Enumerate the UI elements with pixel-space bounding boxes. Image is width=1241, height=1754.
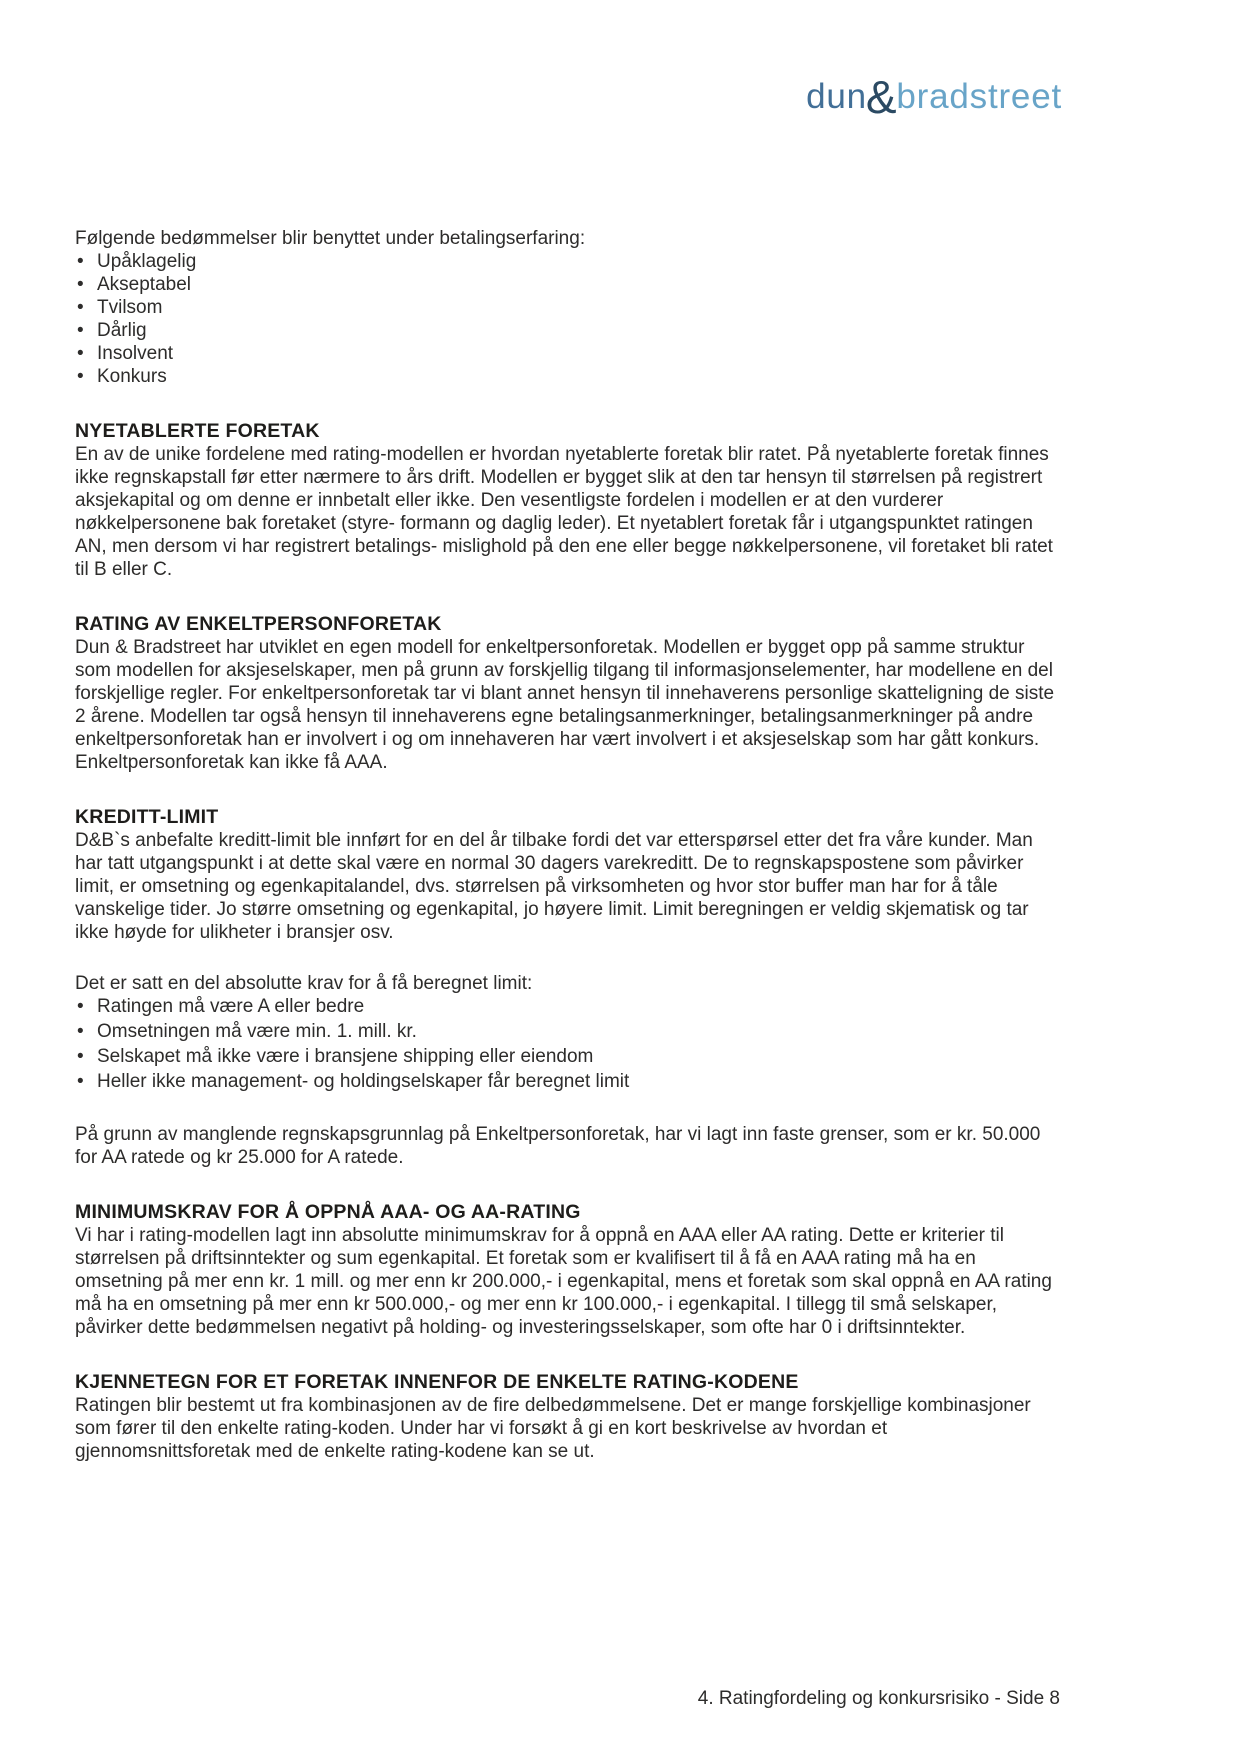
kreditt-closing-paragraph: På grunn av manglende regnskapsgrunnlag på Enkeltpersonforetak, har vi lagt inn faste grenser, som er kr. 50.000 for AA ratede og kr 25.000 for A ratede. [75, 1124, 1041, 1168]
krav-list [75, 995, 1063, 1093]
document-body [75, 227, 1063, 1463]
logo-word-bradstreet: bradstreet [896, 77, 1062, 116]
list-item: • Tvilsom [75, 296, 1063, 319]
intro-lead: Følgende bedømmelser blir benyttet under betalingserfaring: [75, 228, 586, 249]
section-heading-nyetablerte-foretak: NYETABLERTE FORETAK [75, 420, 320, 442]
section-paragraph: D&B`s anbefalte kreditt-limit ble innført for en del år tilbake fordi det var etterspørsel etter det fra våre kunder. Man har tatt utgangspunkt i at dette skal være en normal 30 dagers varekreditt. De to regnskapspostene som påvirker limit, er omsetning og egenkapitalandel, dvs. størrelsen på virksomheten og hvor stor buffer man har for å tåle vanskelige tider. Jo større omsetning og egenkapital, jo høyere limit. Limit beregningen er veldig skjematisk og tar ikke høyde for ulikheter i bransjer osv. [75, 830, 1033, 943]
section-heading-kreditt-limit: KREDITT-LIMIT [75, 806, 219, 828]
section-paragraph: En av de unike fordelene med rating-modellen er hvordan nyetablerte foretak blir ratet. På nyetablerte foretak finnes ikke regnskapstall før etter nærmere to års drift. Modellen er bygget slik at den tar hensyn til størrelsen på registrert aksjekapital og om denne er innbetalt eller ikke. Den vesentligste fordelen i modellen er at den vurderer nøkkelpersonene bak foretaket (styre- formann og daglig leder). Et nyetablert foretak får i utgangspunktet ratingen AN, men dersom vi har registrert betalings- mislighold på den ene eller begge nøkkelpersonene, vil foretaket bli ratet til B eller C. [75, 444, 1053, 580]
page-footer: 4. Ratingfordeling og konkursrisiko - Side 8 [697, 1688, 1060, 1709]
list-item: • Akseptabel [75, 273, 1063, 296]
logo-ampersand-icon: & [865, 71, 898, 123]
section-paragraph: Dun & Bradstreet har utviklet en egen modell for enkeltpersonforetak. Modellen er bygget opp på samme struktur som modellen for aksjeselskaper, men på grunn av forskjellig tilgang til informasjonselementer, har modellene en del forskjellige regler. For enkeltpersonforetak tar vi blant annet hensyn til innehaverens personlige skatteligning de siste 2 årene. Modellen tar også hensyn til innehaverens egne betalingsanmerkninger, betalingsanmerkninger på andre enkeltpersonforetak han er involvert i og om innehaveren har vært involvert i et aksjeselskap som har gått konkurs. Enkeltpersonforetak kan ikke få AAA. [75, 637, 1055, 773]
section-heading-minimumskrav: MINIMUMSKRAV FOR Å OPPNÅ AAA- OG AA-RATING [75, 1201, 581, 1223]
list-item: • Ratingen må være A eller bedre [75, 995, 1063, 1018]
list-item: • Heller ikke management- og holdingselskaper får beregnet limit [75, 1070, 1063, 1093]
section-paragraph: Ratingen blir bestemt ut fra kombinasjonen av de fire delbedømmelsene. Det er mange forskjellige kombinasjoner som fører til den enkelte rating-koden. Under har vi forsøkt å gi en kort beskrivelse av hvordan et gjennomsnittsforetak med de enkelte rating-kodene kan se ut. [75, 1395, 1031, 1462]
betalingserfaring-list [75, 250, 1063, 388]
section-heading-rating-enkeltpersonforetak: RATING AV ENKELTPERSONFORETAK [75, 613, 442, 635]
list-item: • Insolvent [75, 342, 1063, 365]
dun-bradstreet-logo [806, 71, 1062, 123]
krav-lead: Det er satt en del absolutte krav for å få beregnet limit: [75, 973, 533, 994]
section-paragraph: Vi har i rating-modellen lagt inn absolutte minimumskrav for å oppnå en AAA eller AA rating. Dette er kriterier til størrelsen på driftsinntekter og sum egenkapital. Et foretak som er kvalifisert til å få en AAA rating må ha en omsetning på mer enn kr. 1 mill. og mer enn kr 200.000,- i egenkapital, mens et foretak som skal oppnå en AA rating må ha en omsetning på mer enn kr 500.000,- og mer enn kr 100.000,- i egenkapital. I tillegg til små selskaper, påvirker dette bedømmelsen negativt på holding- og investeringsselskaper, som ofte har 0 i driftsinntekter. [75, 1225, 1052, 1338]
list-item: • Konkurs [75, 365, 1063, 388]
section-heading-kjennetegn: KJENNETEGN FOR ET FORETAK INNENFOR DE ENKELTE RATING-KODENE [75, 1371, 799, 1393]
list-item: • Selskapet må ikke være i bransjene shipping eller eiendom [75, 1045, 1063, 1068]
list-item: • Omsetningen må være min. 1. mill. kr. [75, 1020, 1063, 1043]
list-item: • Upåklagelig [75, 250, 1063, 273]
list-item: • Dårlig [75, 319, 1063, 342]
logo-word-dun: dun [806, 77, 867, 116]
